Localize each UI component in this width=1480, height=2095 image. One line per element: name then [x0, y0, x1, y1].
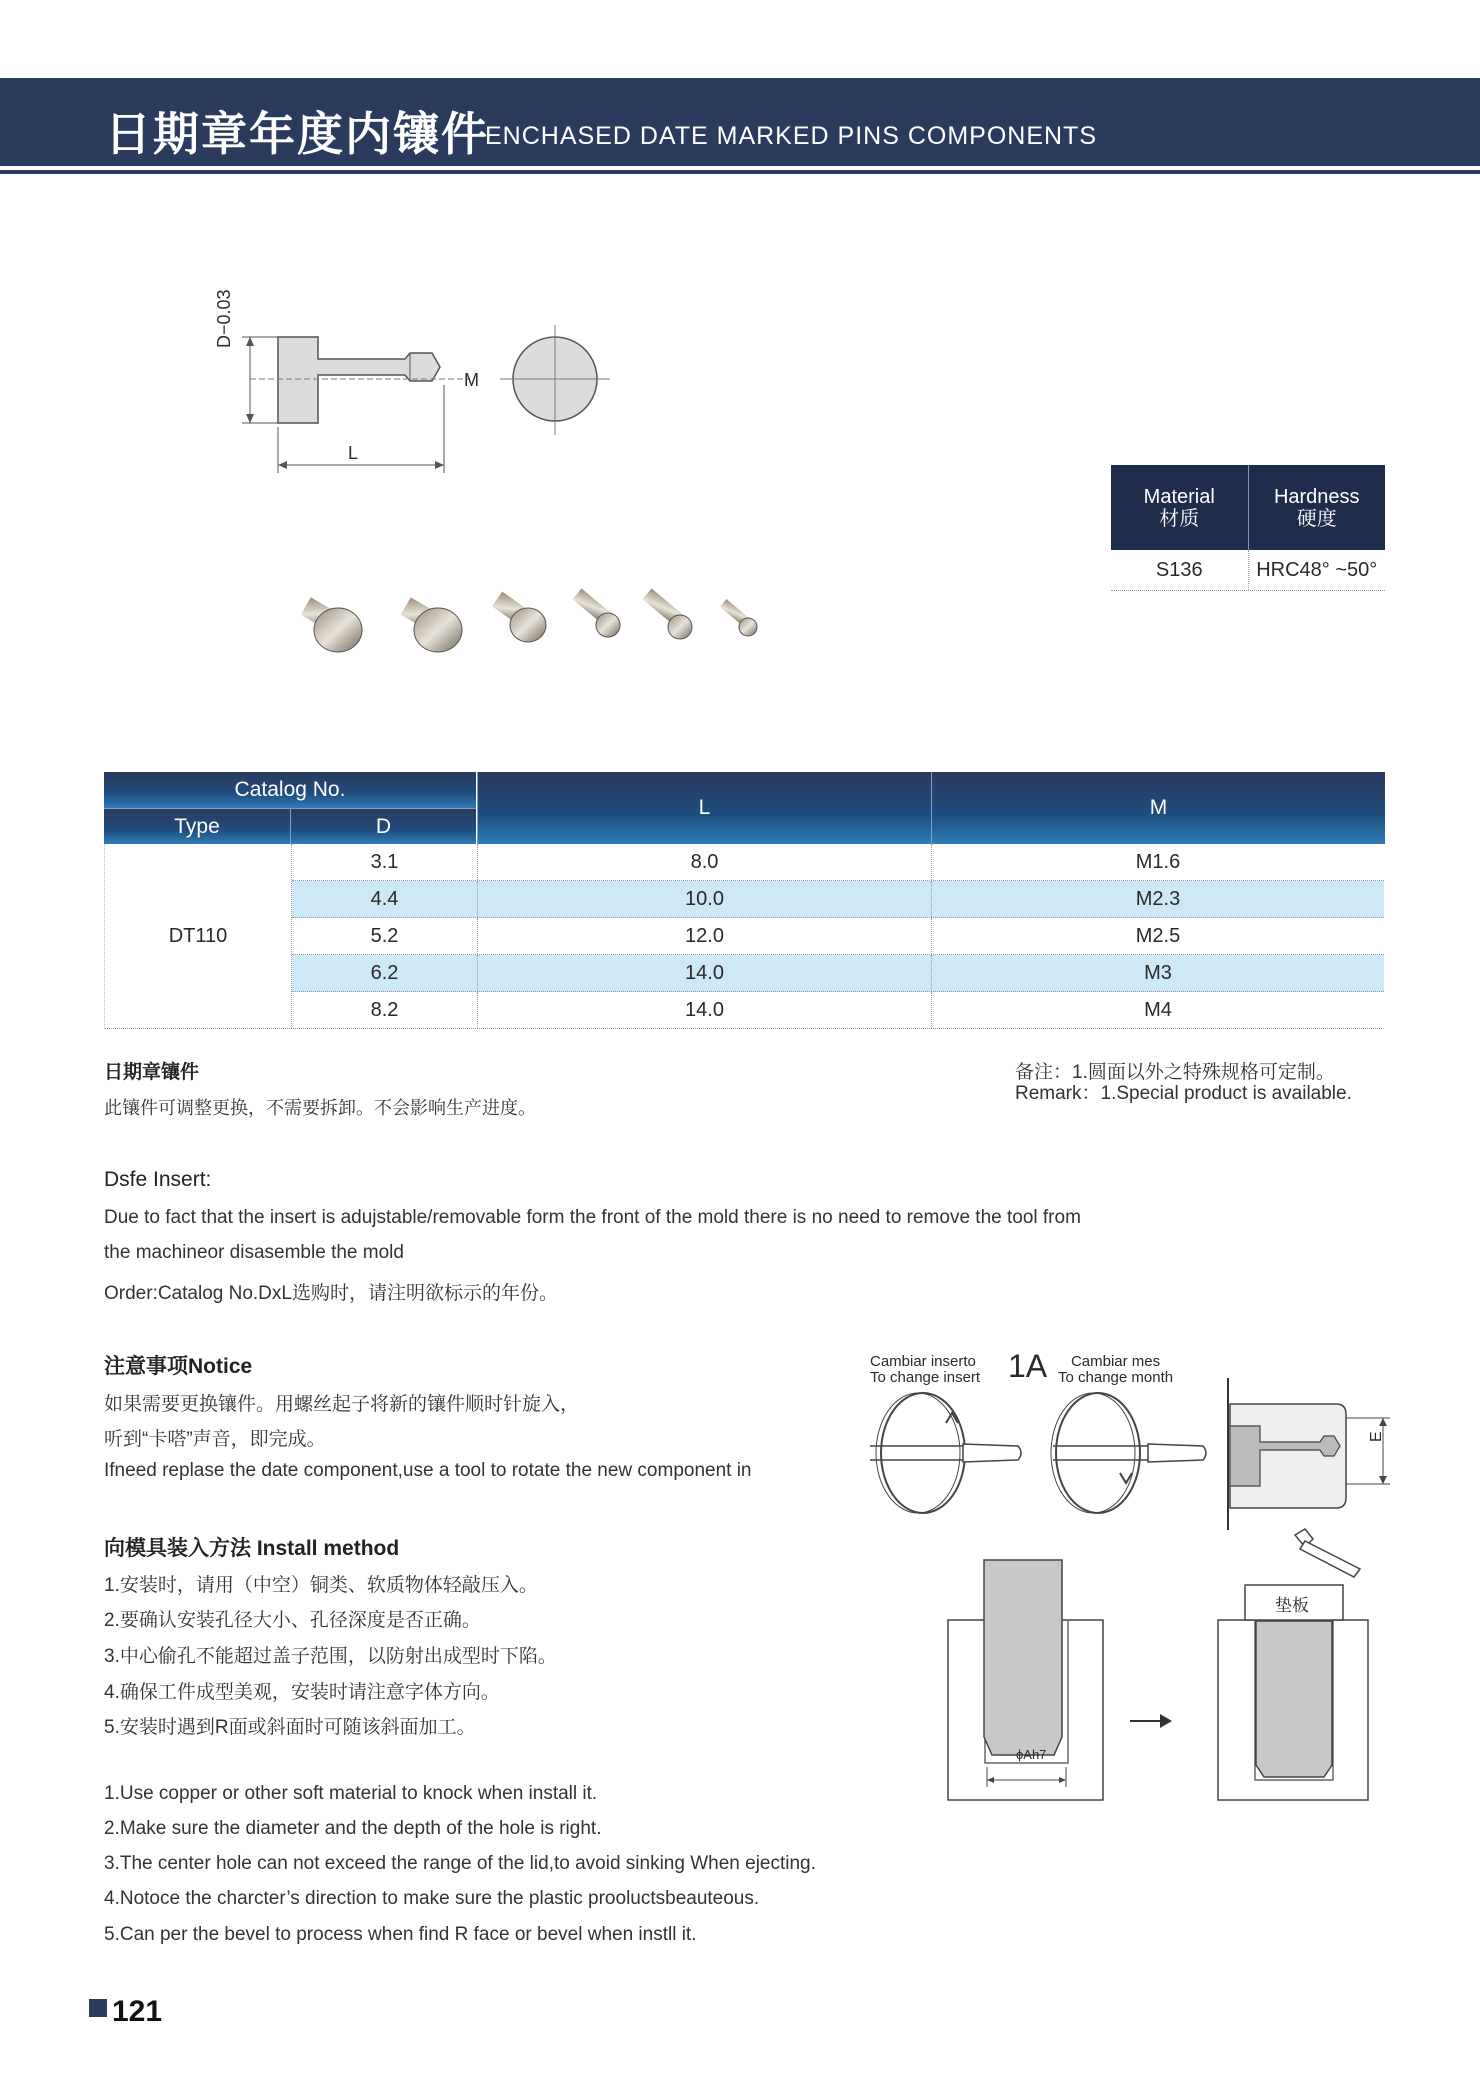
install-en-5: 5.Can per the bevel to process when find R face or bevel when instll it.	[104, 1924, 697, 1945]
install-en-2: 2.Make sure the diameter and the depth of the hole is right.	[104, 1818, 602, 1839]
d-header: D	[291, 809, 476, 844]
rotate-center-label: 1A	[1008, 1348, 1048, 1384]
l-header: L	[477, 772, 931, 844]
hardness-value: HRC48° ~50°	[1248, 550, 1386, 590]
pad-label: 垫板	[1275, 1596, 1309, 1615]
m-cell: M4	[1144, 998, 1172, 1021]
material-table-header	[1111, 465, 1385, 550]
l-cell: 12.0	[478, 918, 932, 954]
dim-d-label: D−0.03	[214, 289, 234, 348]
hardness-header	[1248, 465, 1386, 550]
catalog-no-header: Catalog No.	[104, 772, 476, 809]
d-cell: 6.2	[292, 955, 478, 991]
hardness-header-en: Hardness	[1273, 485, 1360, 508]
install-cn-4: 4.确保工件成型美观，安装时请注意字体方向。	[104, 1682, 500, 1703]
remark-en: Remark：1.Special product is available.	[1015, 1083, 1352, 1104]
dim-m-label: M	[464, 370, 479, 390]
type-value: DT110	[105, 844, 292, 1028]
notice-title: 注意事项Notice	[104, 1355, 253, 1378]
material-header-en: Material	[1143, 485, 1215, 508]
header-underline	[0, 170, 1480, 174]
table-row	[292, 881, 1384, 918]
install-en-1: 1.Use copper or other soft material to knock when install it.	[104, 1783, 598, 1804]
m-cell: M2.5	[1135, 924, 1181, 947]
dim-e-label: E	[1368, 1431, 1385, 1442]
dsfe-line-1: Due to fact that the insert is adujstable/removable form the front of the mold there is no need to remove the tool from	[104, 1207, 1081, 1228]
rotate-right-label-1: Cambiar mes	[1070, 1353, 1161, 1370]
install-en-3: 3.The center hole can not exceed the range of the lid,to avoid sinking When ejecting.	[104, 1853, 816, 1874]
d-cell: 5.2	[292, 918, 478, 954]
material-row	[1111, 550, 1385, 591]
dim-l-label: L	[348, 443, 359, 463]
date-insert-title: 日期章镶件	[104, 1062, 200, 1083]
l-cell: 14.0	[478, 992, 932, 1028]
install-cn-1: 1.安装时，请用（中空）铜类、软质物体轻敲压入。	[104, 1575, 538, 1596]
remark-cn: 备注：1.圆面以外之特殊规格可定制。	[1015, 1062, 1335, 1083]
d-cell: 4.4	[292, 881, 478, 917]
page-number-marker	[89, 1999, 107, 2017]
install-cn-5: 5.安装时遇到R面或斜面时可随该斜面加工。	[104, 1717, 476, 1738]
install-cn-3: 3.中心偷孔不能超过盖子范围，以防射出成型时下陷。	[104, 1646, 557, 1667]
l-cell: 14.0	[478, 955, 932, 991]
notice-line-3: Ifneed replase the date component,use a tool to rotate the new component in	[104, 1460, 752, 1481]
d-cell: 8.2	[292, 992, 478, 1028]
rotate-left-label-1: Cambiar inserto	[870, 1353, 976, 1370]
hardness-header-cn: 硬度	[1296, 507, 1337, 530]
material-value: S136	[1155, 558, 1203, 581]
dsfe-line-3: Order:Catalog No.DxL选购时，请注明欲标示的年份。	[104, 1283, 558, 1304]
m-cell: M3	[1144, 961, 1172, 984]
table-row	[292, 918, 1384, 955]
m-cell: M1.6	[1135, 850, 1181, 873]
page-number: 121	[112, 1995, 163, 2028]
rotate-right-label-2: To change month	[1058, 1369, 1174, 1386]
table-row	[292, 844, 1384, 881]
rotation-diagram	[868, 1378, 1408, 1538]
pin-technical-drawing	[210, 315, 630, 475]
install-title: 向模具装入方法 Install method	[104, 1537, 400, 1560]
type-header: Type	[104, 809, 291, 844]
m-cell: M2.3	[1135, 887, 1181, 910]
date-insert-desc: 此镶件可调整更换，不需要拆卸。不会影响生产进度。	[104, 1098, 536, 1118]
table-row	[292, 992, 1384, 1028]
install-cn-2: 2.要确认安装孔径大小、孔径深度是否正确。	[104, 1610, 481, 1631]
install-en-4: 4.Notoce the charcter’s direction to make sure the plastic prooluctsbeauteous.	[104, 1888, 760, 1909]
notice-line-2: 听到“卡嗒”声音，即完成。	[104, 1429, 326, 1450]
install-diagram	[940, 1525, 1380, 1810]
product-photo	[280, 575, 780, 655]
table-row	[292, 955, 1384, 992]
hole-label: ϕAh7	[1016, 1747, 1047, 1762]
material-header	[1111, 465, 1248, 550]
d-cell: 3.1	[292, 844, 478, 880]
material-header-cn: 材质	[1159, 507, 1200, 530]
l-cell: 8.0	[478, 844, 932, 880]
l-cell: 10.0	[478, 881, 932, 917]
m-header: M	[931, 772, 1385, 844]
page-title-en: ENCHASED DATE MARKED PINS COMPONENTS	[485, 122, 1098, 150]
catalog-table	[104, 772, 1384, 1029]
notice-line-1: 如果需要更换镶件。用螺丝起子将新的镶件顺时针旋入，	[104, 1394, 580, 1415]
dsfe-line-2: the machineor disasemble the mold	[104, 1242, 404, 1263]
page-title-cn: 日期章年度内镶件	[105, 107, 489, 161]
material-table	[1111, 465, 1385, 591]
rotate-left-label-2: To change insert	[870, 1369, 981, 1386]
dsfe-title: Dsfe Insert:	[104, 1168, 212, 1191]
